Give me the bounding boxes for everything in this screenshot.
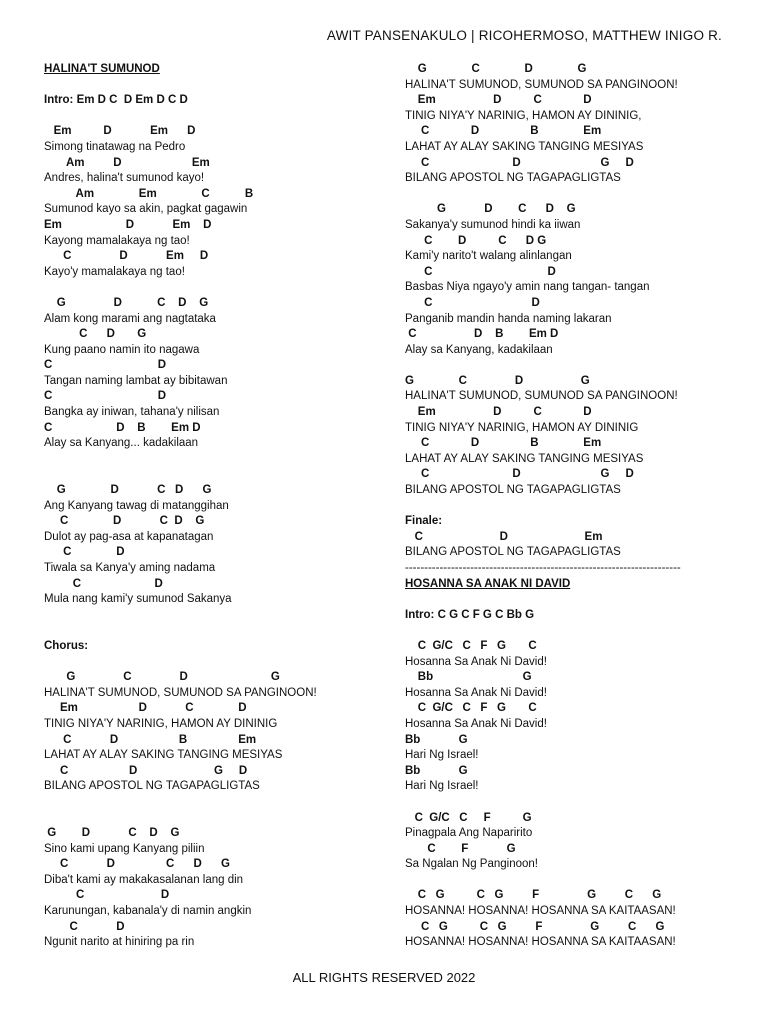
lyric-line: Kung paano namin ito nagawa [44, 343, 200, 356]
lyric-line: BILANG APOSTOL NG TAGAPAGLIGTAS [405, 484, 621, 497]
chord-line: C D [405, 265, 556, 278]
lyric-line: HALINA'T SUMUNOD, SUMUNOD SA PANGINOON! [405, 78, 678, 91]
chord-line: C D B Em D [405, 328, 559, 341]
blank-line [405, 592, 725, 608]
blank-line [44, 78, 374, 94]
lyric-line: Alay sa Kanyang... kadakilaan [44, 437, 199, 450]
chord-line: C G/C C F G C [405, 702, 537, 715]
lyric-line: Basbas Niya ngayo'y amin nang tangan- tangan [405, 281, 650, 294]
lyric-line: Dulot ay pag-asa at kapanatagan [44, 530, 214, 543]
lyric-line: Andres, halina't sumunod kayo! [44, 172, 205, 185]
chord-line: C D G D [405, 468, 634, 481]
chord-line: Bb G [405, 671, 532, 684]
chord-line: G D C D G [44, 484, 212, 497]
chord-line: G D C D G [405, 203, 576, 216]
song-title: HOSANNA SA ANAK NI DAVID [405, 577, 571, 590]
chord-line: C D B Em D [44, 421, 201, 434]
chord-line: C G C G F G C G [405, 889, 662, 902]
chord-line: C F G [405, 842, 516, 855]
chord-line: C D [44, 577, 163, 590]
page-header: AWIT PANSENAKULO | RICOHERMOSO, MATTHEW INIGO R. [326, 28, 722, 43]
blank-line [44, 795, 374, 811]
lyric-line: Sino kami upang Kanyang piliin [44, 842, 205, 855]
lyric-line: Tiwala sa Kanya'y aming nadama [44, 562, 216, 574]
lyric-line: Diba't kami ay makakasalanan lang din [44, 873, 244, 886]
chord-line: C G C G F G C G [405, 920, 665, 933]
right-column [405, 62, 725, 951]
blank-line [405, 873, 725, 889]
lyric-line: BILANG APOSTOL NG TAGAPAGLIGTAS [405, 172, 621, 185]
lyric-line: Hosanna Sa Anak Ni David! [405, 686, 547, 699]
lyric-line: Simong tinatawag na Pedro [44, 140, 186, 153]
blank-line [44, 280, 374, 296]
section-heading: Finale: [405, 515, 443, 528]
song-title: HALINA'T SUMUNOD [44, 63, 160, 75]
chord-line: Am D Em [44, 156, 210, 169]
lyric-line: TINIG NIYA'Y NARINIG, HAMON AY DININIG [44, 717, 278, 730]
section-heading: Intro: Em D C D Em D C D [44, 94, 188, 107]
lyric-line: Pinagpala Ang Naparirito [405, 827, 533, 840]
lyric-line: Sumunod kayo sa akin, pagkat gagawin [44, 203, 248, 216]
chord-line: C D B Em [44, 733, 257, 746]
lyric-line: Hari Ng Israel! [405, 749, 479, 762]
blank-line [44, 109, 374, 125]
lyric-line: Sakanya'y sumunod hindi ka iiwan [405, 218, 581, 231]
lyric-line: Bangka ay iniwan, tahana'y nilisan [44, 406, 220, 419]
chord-line: C D Em [405, 530, 603, 543]
chord-line: C D [44, 889, 170, 902]
blank-line [405, 499, 725, 515]
lyric-line: HOSANNA! HOSANNA! HOSANNA SA KAITAASAN! [405, 905, 676, 918]
chord-line: C D C D G [405, 234, 547, 247]
lyric-line: HALINA'T SUMUNOD, SUMUNOD SA PANGINOON! [44, 686, 317, 699]
lyric-line: LAHAT AY ALAY SAKING TANGING MESIYAS [405, 452, 644, 465]
chord-line: C G/C C F G [405, 811, 532, 824]
chord-line: Am Em C B [44, 187, 254, 200]
lyric-line: HALINA'T SUMUNOD, SUMUNOD SA PANGINOON! [405, 390, 678, 403]
lyric-line: Mula nang kami'y sumunod Sakanya [44, 593, 232, 606]
lyric-line: Kayong mamalakaya ng tao! [44, 234, 190, 247]
lyric-line: Hari Ng Israel! [405, 780, 479, 793]
chord-line: G D C D G [44, 827, 180, 840]
chord-line: G D C D G [44, 296, 209, 309]
chord-line: Em D C D [405, 406, 592, 419]
blank-line [44, 467, 374, 483]
lyric-line: HOSANNA! HOSANNA! HOSANNA SA KAITAASAN! [405, 936, 676, 949]
lyric-line: Panganib mandin handa naming lakaran [405, 312, 612, 325]
lyric-line: Kami'y narito't walang alinlangan [405, 250, 572, 263]
chord-line: C D C D G [44, 858, 230, 871]
chord-line: C D B Em [405, 437, 602, 450]
left-column [44, 62, 374, 951]
chord-line: G C D G [405, 63, 587, 75]
lyric-line: Ngunit narito at hiniring pa rin [44, 936, 195, 949]
lyric-line: BILANG APOSTOL NG TAGAPAGLIGTAS [44, 780, 260, 793]
lyric-line: Alam kong marami ang nagtataka [44, 312, 216, 325]
blank-line [44, 655, 374, 671]
chord-line: C D [44, 920, 125, 933]
blank-line [405, 187, 725, 203]
lyric-line: TINIG NIYA'Y NARINIG, HAMON AY DININIG, [405, 109, 642, 122]
chord-line: C D C D G [44, 515, 205, 528]
chord-line: C D B Em [405, 125, 602, 138]
divider-line: ------------------------------------------------------------------------ [405, 562, 681, 574]
lyric-line: Tangan naming lambat ay bibitawan [44, 374, 228, 387]
chord-line: Em D Em D [44, 125, 196, 138]
lyric-line: Hosanna Sa Anak Ni David! [405, 655, 547, 668]
lyric-line: BILANG APOSTOL NG TAGAPAGLIGTAS [405, 546, 621, 559]
chord-line: G C D G [405, 374, 590, 387]
chord-line: C D [44, 546, 125, 559]
lyric-line: Alay sa Kanyang, kadakilaan [405, 343, 553, 356]
blank-line [44, 811, 374, 827]
lyric-line: Hosanna Sa Anak Ni David! [405, 717, 547, 730]
section-heading: Intro: C G C F G C Bb G [405, 608, 535, 621]
chord-line: Bb G [405, 764, 468, 777]
blank-line [405, 358, 725, 374]
blank-line [405, 795, 725, 811]
lyric-line: Kayo'y mamalakaya ng tao! [44, 265, 185, 278]
blank-line [405, 623, 725, 639]
chord-line: Bb G [405, 733, 468, 746]
lyric-line: LAHAT AY ALAY SAKING TANGING MESIYAS [44, 749, 283, 762]
blank-line [44, 623, 374, 639]
chord-line: C D G [44, 328, 147, 341]
chord-line: C D [44, 359, 167, 372]
lyric-line: LAHAT AY ALAY SAKING TANGING MESIYAS [405, 140, 644, 153]
chord-line: C D [405, 296, 540, 309]
chord-line: C G/C C F G C [405, 639, 537, 652]
lyric-line: Ang Kanyang tawag di matanggihan [44, 499, 229, 512]
chord-line: Em D Em D [44, 218, 212, 231]
blank-line [44, 452, 374, 468]
lyric-line: Sa Ngalan Ng Panginoon! [405, 858, 538, 871]
chord-line: Em D C D [44, 702, 247, 715]
chord-line: C D [44, 390, 167, 403]
lyric-line: Karunungan, kabanala'y di namin angkin [44, 905, 252, 918]
blank-line [44, 608, 374, 624]
lyric-line: TINIG NIYA'Y NARINIG, HAMON AY DININIG [405, 421, 639, 434]
page-footer: ALL RIGHTS RESERVED 2022 [292, 970, 476, 985]
section-heading: Chorus: [44, 639, 89, 652]
chord-line: G C D G [44, 671, 280, 684]
chord-line: C D G D [44, 764, 248, 777]
chord-line: Em D C D [405, 94, 592, 107]
chord-line: C D G D [405, 156, 634, 169]
chord-line: C D Em D [44, 250, 209, 263]
